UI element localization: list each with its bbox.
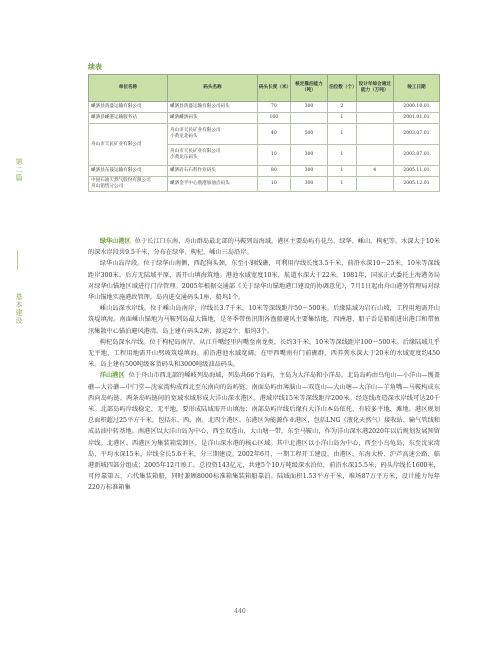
cell-wharf: 舟山市天民矿业有限公司 小黄龙北码头 — [167, 124, 257, 145]
header-berth-count: 泊位数（个） — [328, 75, 357, 102]
table-row — [89, 124, 440, 145]
cell-throughput — [356, 177, 393, 192]
cell-unit: 舟山市天民矿业有限公司 — [89, 124, 168, 166]
paragraph — [88, 236, 440, 258]
cell-berths: 1 — [328, 177, 357, 192]
side-divider — [17, 250, 18, 270]
paragraph-text: 位于舟山市西北部的嵊岐列岛海域，列岛共66个岛屿，主岛为大洋岛和小洋岛。北岛岛屿由乌龟山—小洋山—镬盖礁—大岩礁—中门堂—沈家湾构成西北至东南向的岛屿链，南面岛屿由薄脑山—双连山—大山塘—大洋山—羊角嘴—马鞍构成东西向岛屿链。两条岛屿链间的宽域水域形成大洋山深水港区。港域岸线15米等深线距岸200米。经连线改造深水岸线可达20千米。北部岛屿岸线稳定，无平地，要形成陆域需开山填海；南部岛屿岸线后缘有大洋山本岛依托，有较多平地、滩地。港区规划总面积超过25平方千米，包括东、西、南、北四个港区。东港区为能源作业港区，包括LNG（液化天然气）接收站、输气管线和成品油中转基地。南港区以大洋山岛为中心，西至双连山，大山塘一带，东至马鞍山，作为洋山深水港2020年以后规划发展预留岸线。北港区、西港区为集装箱装卸区，是洋山深水港的核心区域。其中北港区以小洋山岛为中心，西至小乌龟岛，东至沈家湾岛，平均水深15米，岸线全长5.6千米，分三期建设。2002年6月，一期工程开工建设，由港区、东海大桥、沪芦高速公路、临港新城四部分组成；2005年12月竣工。总投资143亿元，共建5个10万吨级深水泊位，前沿水深15.5米，码头岸线长1600米，可停靠第五、六代集装箱船，同时兼顾8000标准箱集装箱船靠泊。陆域面积1.53平方千米，堆场87万平方米，设计能力每年220万标准箱集 — [88, 372, 441, 492]
cell-wharf: 嵊泗嵊泗码头 — [167, 113, 257, 124]
cell-length: 80 — [257, 166, 290, 177]
header-completion-date: 竣工日期 — [393, 75, 439, 102]
cell-throughput — [356, 113, 393, 124]
cell-date: 2005.12.01 — [393, 177, 439, 192]
table-row — [89, 177, 440, 192]
cell-unit: 嵊泗县鸿盛运输有限公司 — [89, 102, 168, 113]
paragraph — [88, 337, 440, 371]
cell-length: 70 — [257, 102, 290, 113]
cell-wharf: 嵊泗县鸿盛运输有限公司码头 — [167, 102, 257, 113]
paragraph-text: 绿华山岛岸段。位于绿华山南侧，西起狗头颈，东至小钢线礁，可利用岸线长度3.5千米，前沿水深10～25米，10米等深线距岸300米。后方无陆域平原，需开山填海筑地。港池水域宽度10米，航道水深大于22米。1981年，国家正式委托上海港务局对绿华山锚地区域进行门岸管理。2005年根据交通部《关于绿华山锚地港口建设的协调意见》，7月1日起由舟山港务管理局对绿华山锚地实施港政管理。岛内进交通码头1座、船坞1个。 — [88, 260, 440, 302]
cell-capacity: 300 — [290, 166, 327, 177]
cell-wharf: 舟山市天民矿业有限公司 小黄龙东码头 — [167, 145, 257, 166]
paragraph — [88, 370, 440, 493]
cell-date: 2005.11.01 — [393, 166, 439, 177]
cell-length: 40 — [257, 124, 290, 145]
side-label-section: 基本建设 — [15, 293, 23, 325]
page-number: 440 — [234, 608, 246, 615]
header-berth-capacity: 核定靠泊能力（吨） — [290, 75, 327, 102]
cell-capacity: 500 — [290, 124, 327, 145]
cell-unit: 嵊泗县嵊港运输服务站 — [89, 113, 168, 124]
cell-capacity — [290, 113, 327, 124]
cell-length: 10 — [257, 145, 290, 166]
cell-capacity: 300 — [290, 177, 327, 192]
cell-unit: 嵊泗县东晟运输有限公司 — [89, 166, 168, 177]
cell-length: 160 — [257, 113, 290, 124]
paragraph-text: 枸杞岛深水岸线。位于枸杞岛南岸，从江升嘴经里内嘴至南龙类，长约3千米，10米等深线距岸100～500米。后缘陆域几乎无平地，工程用地需开山劈坡筑堤填海。前沿港池水域宽阔，在甲西嘴南有门前礁群，西养列水深大于20米的水域宽度约450米。岛上建有500吨级客货码头和3000吨级油品码头。 — [88, 338, 440, 369]
cell-date: 2000.10.01 — [393, 102, 439, 113]
cell-berths: 2 — [328, 102, 357, 113]
header-wharf-name: 码头名称 — [167, 75, 257, 102]
cell-unit: 中国石油天然气股份有限公司 舟山销售分公司 — [89, 177, 168, 192]
header-annual-throughput: 设计年综合通过能力（万吨） — [356, 75, 393, 102]
body-text — [88, 236, 440, 494]
cell-capacity: 300 — [290, 145, 327, 166]
table-row — [89, 113, 440, 124]
cell-throughput: 4 — [356, 166, 393, 177]
cell-berths: 1 — [328, 124, 357, 145]
cell-capacity: 300 — [290, 102, 327, 113]
table-row — [89, 166, 440, 177]
cell-wharf: 嵊泗岩石石料作业码头 — [167, 166, 257, 177]
wharf-table — [88, 74, 440, 192]
cell-throughput — [356, 124, 393, 145]
paragraph — [88, 258, 440, 303]
cell-length: 10 — [257, 177, 290, 192]
cell-date: 2001.01.01 — [393, 113, 439, 124]
section-heading: 洋山港区 — [99, 372, 125, 380]
cell-berths: 1 — [328, 166, 357, 177]
cell-berths: 1 — [328, 145, 357, 166]
paragraph-text: 位于长江口东南，舟山群岛最北部的马鞍列岛海域，港区主要岛屿有花鸟、绿华、嵊山、枸杞等。水深大于10米的深水岸段共9.5千米，分布在绿华、枸杞、嵊山三岛沿岸。 — [88, 238, 441, 257]
continued-label: 续表 — [88, 62, 102, 71]
section-heading: 绿华山港区 — [99, 238, 131, 245]
cell-date: 2003.07.01 — [393, 145, 439, 166]
table-header-row — [89, 75, 440, 102]
cell-date: 2003.07.01 — [393, 124, 439, 145]
cell-throughput — [356, 145, 393, 166]
cell-wharf: 嵊泗金平中心渔港加油点码头 — [167, 177, 257, 192]
paragraph — [88, 303, 440, 337]
table-row — [89, 102, 440, 113]
cell-throughput — [356, 102, 393, 113]
cell-berths: 1 — [328, 113, 357, 124]
side-label-part: 第二篇 — [15, 158, 23, 182]
header-wharf-length: 码头长度（米） — [257, 75, 290, 102]
header-unit-name: 单位名称 — [89, 75, 168, 102]
paragraph-text: 嵊山岛深水岸线。位于嵊山岛南岸，岸线长3.7千米，10米等深线距岸50～500米。后缘陆域为岩石山坡，工程用地需开山筑堤填海。南面嵊山锚地为马鞍列岛最大锚地，是冬季带鱼汛期各渔船避风主要集结地，四洲港，船子岙是船舶进出港口和带鱼汛集散中心锚泊避风港湾。岛上建有码头2座，渡运2个、船坞3个。 — [88, 305, 440, 335]
